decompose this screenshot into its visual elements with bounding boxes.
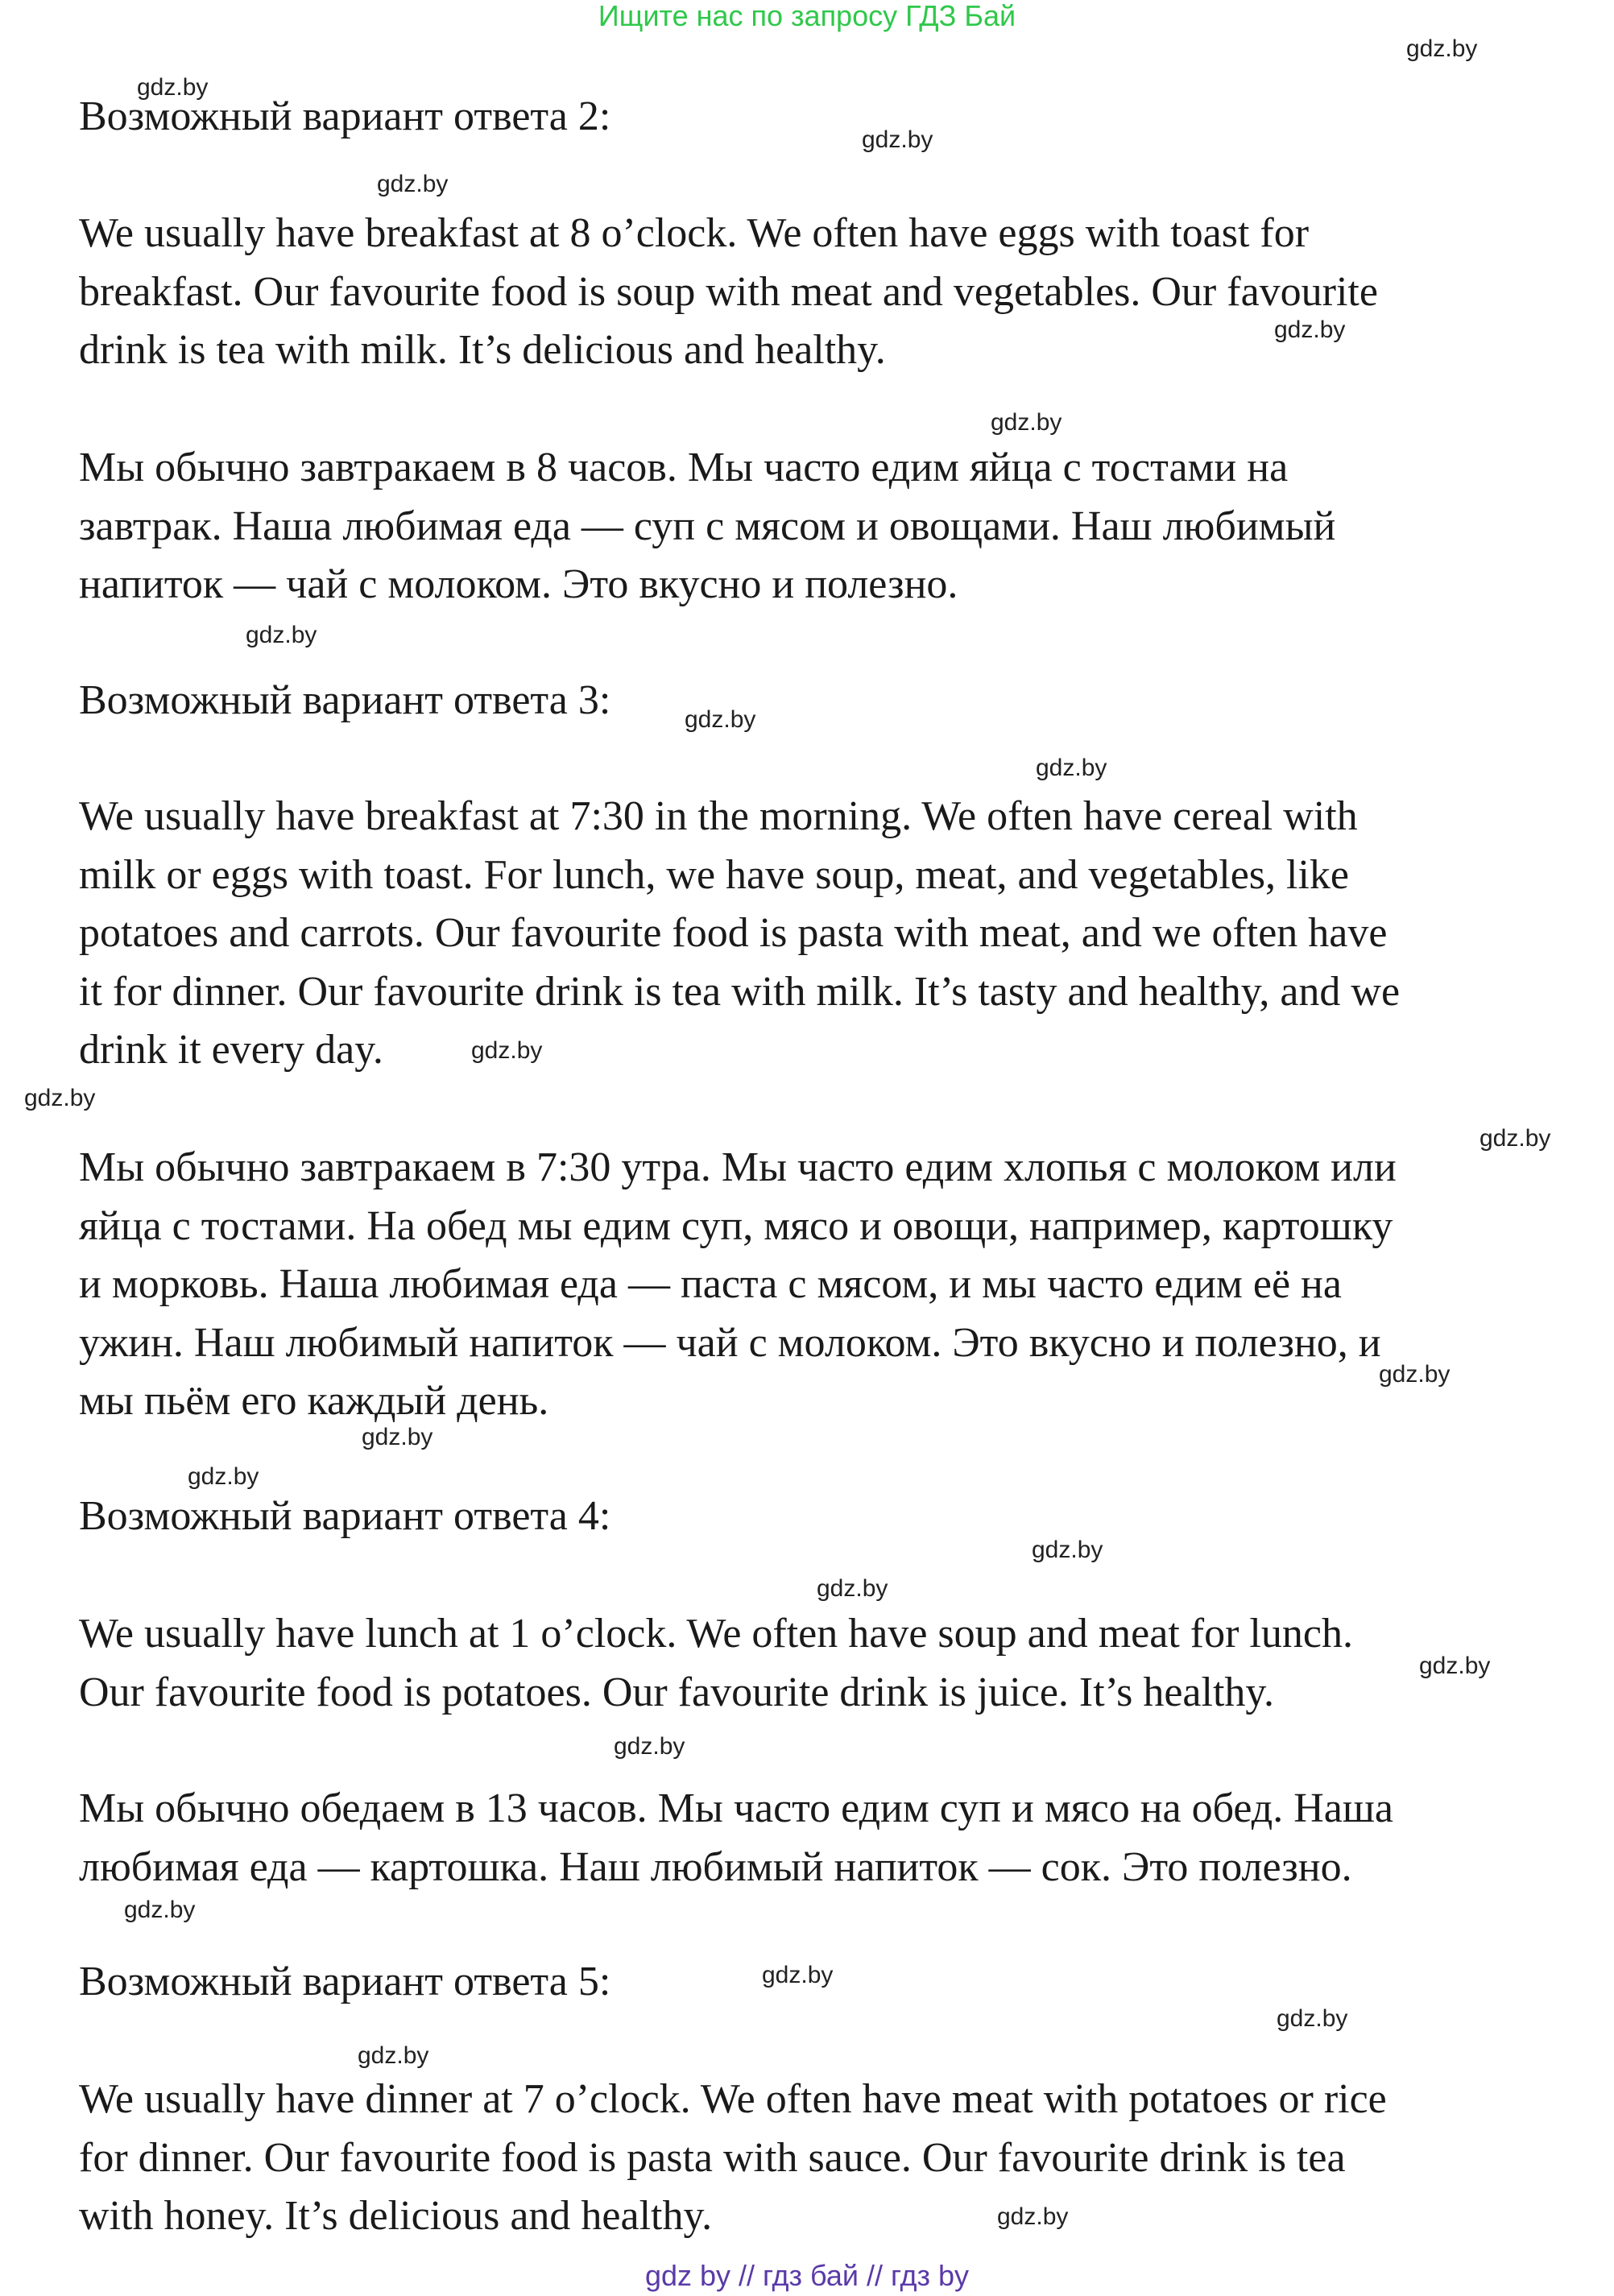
watermark: gdz.by (358, 2042, 429, 2069)
text-line: drink is tea with milk. It’s delicious and healthy. (79, 327, 886, 373)
bottom-footer[interactable]: gdz by // гдз бай // гдз by (644, 2259, 970, 2292)
text-line: Мы обычно завтракаем в 8 часов. Мы часто едим яйца с тостами на (79, 445, 1289, 490)
watermark: gdz.by (1274, 316, 1346, 343)
watermark: gdz.by (188, 1463, 259, 1490)
text-line: We usually have breakfast at 7:30 in the morning. We often have cereal with (79, 793, 1358, 839)
russian-paragraph-3 (79, 1139, 1397, 1431)
answer-heading-3: Возможный вариант ответа 3: (79, 677, 611, 723)
text-line: for dinner. Our favourite food is pasta with sauce. Our favourite drink is tea (79, 2134, 1346, 2181)
text-line: завтрак. Наша любимая еда — суп с мясом и овощами. Наш любимый (79, 503, 1336, 549)
watermark: gdz.by (614, 1733, 685, 1760)
text-line: We usually have breakfast at 8 o’clock. We often have eggs with toast for (79, 210, 1310, 256)
watermark: gdz.by (817, 1575, 888, 1602)
answer-heading-2: Возможный вариант ответа 2: (79, 93, 611, 139)
watermark: gdz.by (471, 1037, 543, 1064)
text-line: milk or eggs with toast. For lunch, we have soup, meat, and vegetables, like (79, 851, 1349, 898)
watermark: gdz.by (246, 622, 317, 648)
watermark: gdz.by (1379, 1361, 1451, 1388)
text-line: breakfast. Our favourite food is soup with meat and vegetables. Our favourite (79, 268, 1378, 315)
text-line: Мы обычно обедаем в 13 часов. Мы часто едим суп и мясо на обед. Наша (79, 1785, 1394, 1831)
watermark: gdz.by (685, 706, 756, 733)
text-line: potatoes and carrots. Our favourite food is pasta with meat, and we often have (79, 910, 1388, 956)
text-line: ужин. Наш любимый напиток — чай с молоком. Это вкусно и полезно, и (79, 1319, 1381, 1366)
english-paragraph-3 (79, 788, 1400, 1080)
watermark: gdz.by (991, 409, 1062, 436)
watermark: gdz.by (862, 126, 933, 153)
russian-paragraph-4 (79, 1780, 1393, 1897)
watermark: gdz.by (762, 1962, 834, 1988)
text-line: напиток — чай с молоком. Это вкусно и полезно. (79, 561, 958, 607)
watermark: gdz.by (1032, 1537, 1103, 1563)
watermark: gdz.by (137, 74, 209, 101)
russian-paragraph-2 (79, 439, 1335, 614)
text-line: it for dinner. Our favourite drink is tea with milk. It’s tasty and healthy, and we (79, 968, 1401, 1015)
top-banner[interactable]: Ищите нас по запросу ГДЗ Бай (598, 0, 1016, 32)
text-line: и морковь. Наша любимая еда — паста с мясом, и мы часто едим её на (79, 1261, 1342, 1307)
text-line: мы пьём его каждый день. (79, 1378, 549, 1424)
text-line: яйца с тостами. На обед мы едим суп, мясо и овощи, например, картошку (79, 1202, 1393, 1249)
answer-heading-5: Возможный вариант ответа 5: (79, 1959, 611, 2004)
watermark: gdz.by (377, 171, 449, 197)
watermark: gdz.by (124, 1897, 196, 1923)
text-line: любимая еда — картошка. Наш любимый напиток — сок. Это полезно. (79, 1843, 1352, 1890)
watermark: gdz.by (1277, 2005, 1348, 2032)
watermark: gdz.by (1406, 35, 1478, 62)
text-line: drink it every day. (79, 1027, 383, 1073)
english-paragraph-2 (79, 205, 1378, 380)
watermark: gdz.by (362, 1424, 433, 1450)
english-paragraph-5 (79, 2071, 1387, 2246)
text-line: Our favourite food is potatoes. Our favourite drink is juice. It’s healthy. (79, 1669, 1275, 1715)
text-line: Мы обычно завтракаем в 7:30 утра. Мы часто едим хлопья с молоком или (79, 1144, 1397, 1190)
answer-heading-4: Возможный вариант ответа 4: (79, 1493, 611, 1539)
watermark: gdz.by (997, 2203, 1069, 2230)
text-line: We usually have lunch at 1 o’clock. We often have soup and meat for lunch. (79, 1611, 1353, 1657)
watermark: gdz.by (24, 1085, 96, 1111)
watermark: gdz.by (1480, 1125, 1551, 1152)
text-line: We usually have dinner at 7 o’clock. We often have meat with potatoes or rice (79, 2076, 1387, 2122)
english-paragraph-4 (79, 1605, 1353, 1722)
text-line: with honey. It’s delicious and healthy. (79, 2193, 713, 2239)
watermark: gdz.by (1419, 1653, 1491, 1679)
watermark: gdz.by (1036, 755, 1107, 781)
